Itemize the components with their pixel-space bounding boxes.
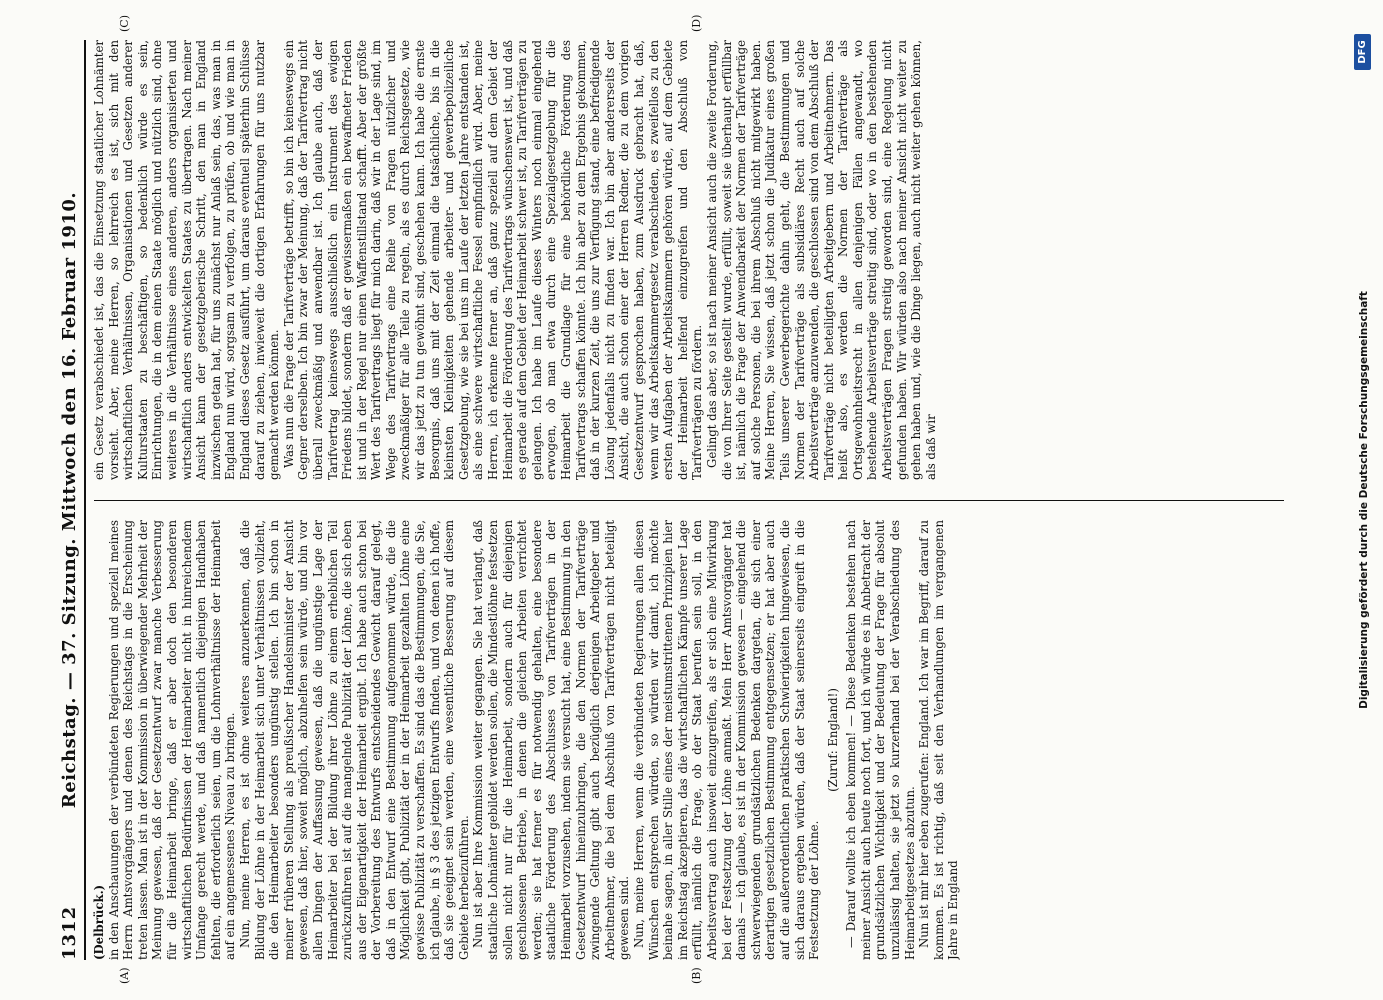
header-rule [84,40,86,960]
margin-marker-a: (A) [118,967,131,984]
digitization-credit: Digitalisierung gefördert durch die Deutsche Forschungsgemeinschaft [1358,291,1370,709]
margin-marker-b: (B) [690,967,703,984]
interjection: (Zuruf: England!) [825,688,840,792]
running-title: Reichstag. — 37. Sitzung. Mittwoch den 16. Februar 1910. [59,191,80,809]
paragraph: Nun ist mir hier eben zugerufen: England. Ich war im Begriff, darauf zu kommen. Es ist richtig, daß seit den Verhandlungen im vergangenen Jahre in England [917,520,961,960]
dfg-logo: DFG [1354,34,1371,70]
paragraph: Nun ist aber Ihre Kommission weiter gegangen. Sie hat verlangt, daß staatliche Lohnämter gebildet werden sollen, die Mindestlöhne festsetzen sollen nicht nur für die Heimarbeit, sondern auch für diejenigen geschlossenen Betriebe, in denen die gleichen Arbeiten verrichtet werden; sie hat ferner es für notwendig gehalten, eine besondere staatliche Förderung des Abschlusses von Tarifverträgen in der Heimarbeit vorzusehen, indem sie versucht hat, eine Bestimmung in den Gesetzentwurf hineinzubringen, die den Normen der Tarifverträge zwingende Geltung gibt auch bezüglich derjenigen Arbeitgeber und Arbeitnehmer, die bei dem Abschluß von Tarifverträgen nicht beteiligt gewesen sind. [471,520,632,960]
paragraph: — Darauf wollte ich eben kommen! — Diese Bedenken bestehen nach meiner Ansicht auch heute noch fort, und ich würde es in Anbetracht der grundsätzlichen Wichtigkeit und der Bedeutung der Frage für absolut unzulässig halten, sie jetzt so kurzerhand bei der Verabschiedung des Heimarbeitgesetzes abzutun. [844,520,917,960]
paragraph: Nun, meine Herren, es ist ohne weiteres anzuerkennen, daß die Bildung der Löhne in der Heimarbeit sich unter Verhältnissen vollzieht, die den Heimarbeiter besonders ungünstig stellen. Ich bin schon in meiner früheren Stellung als preußischer Handelsminister der Ansicht gewesen, daß hier, soweit möglich, abzuhelfen sein würde, und bin vor allen Dingen der Auffassung gewesen, daß die ungünstige Lage der Heimarbeiter bei der Bildung ihrer Löhne zu einem erheblichen Teil zurückzuführen ist auf die mangelnde Publizität der Löhne, die sich eben aus der Eigenartigkeit der Heimarbeit ergibt. Ich habe auch schon bei der Vorbereitung des Entwurfs entscheidendes Gewicht darauf gelegt, daß in den Entwurf eine Bestimmung aufgenommen würde, die die Möglichkeit gibt, Publizität der in der Heimarbeit gezahlten Löhne eine gewisse Publizität zu verschaffen. Es sind das die Bestimmungen, die Sie, ich glaube, in § 3 des jetzigen Entwurfs finden, und von denen ich hoffe, daß sie geeignet sein werden, eine wesentliche Besserung auf diesem Gebiete herbeizuführen. [237,520,471,960]
paragraph: Nun, meine Herren, wenn die verbündeten Regierungen allen diesen Wünschen entsprechen würden, so würden wir damit, ich möchte beinahe sagen, in aller Stille eines der meistumstrittenen Prinzipien hier im Reichstag akzeptieren, das die wirtschaftlichen Kämpfe unserer Lage erfüllt, nämlich die Frage, ob der Staat berufen sein soll, in den Arbeitsvertrag auch insoweit einzugreifen, als er sich eine Mitwirkung bei der Festsetzung der Löhne anmaßt. Mein Herr Amtsvorgänger hat damals — ich glaube, es ist in der Kommission gewesen — eingehend die schwerwiegenden grundsätzlichen Bedenken dargetan, die sich einer derartigen gesetzlichen Bestimmung entgegensetzen; er hat aber auch auf die außerordentlichen praktischen Schwierigkeiten hingewiesen, die sich daraus ergeben würden, daß der Staat seinerseits eingreift in die Festsetzung der Löhne. [631,520,822,960]
page-number: 1312 [59,905,80,960]
paragraph: ein Gesetz verabschiedet ist, das die Einsetzung staatlicher Lohnämter vorsieht. Aber, meine Herren, so lehrreich es ist, sich mit den wirtschaftlichen Verhältnissen, Organisationen und Gesetzen anderer Kulturstaaten zu beschäftigen, so bedenklich würde es sein, Einrichtungen, die in dem einen Staate möglich und nützlich sind, ohne weiteres in die Verhältnisse eines anderen, anders organisierten und wirtschaftlich anders entwickelten Staates zu übertragen. Nach meiner Ansicht kann der gesetzgeberische Schritt, den man in England inzwischen getan hat, für uns zunächst nur Anlaß sein, das, was man in England nun wird, sorgsam zu verfolgen, zu prüfen, ob und wie man in England dieses Gesetz ausführt, um daraus eventuell späterhin Schlüsse darauf zu ziehen, inwieweit die dortigen Erfahrungen für uns nutzbar gemacht werden können. [92,40,282,480]
column-divider [94,500,1284,501]
margin-marker-d: (D) [690,14,703,32]
page-header [55,40,85,960]
paragraph: Was nun die Frage der Tarifverträge betrifft, so bin ich keineswegs ein Gegner derselben. Ich bin zwar der Meinung, daß der Tarifvertrag nicht überall zweckmäßig und anwendbar ist. Ich glaube auch, daß der Tarifvertrag keineswegs ausschließlich ein Instrument des ewigen Friedens bildet, sondern daß er gewissermaßen ein bewaffneter Frieden ist und in der Regel nur einen Waffenstillstand schafft. Aber der größte Wert des Tarifvertrags liegt für mich darin, daß wir in der Lage sind, im Wege des Tarifvertrags eine Reihe von Fragen nützlicher und zweckmäßiger für alle Teile zu regeln, als es durch Reichsgesetze, wie wir das jetzt zu tun gewöhnt sind, geschehen kann. Ich habe die ernste Besorgnis, daß uns mit der Zeit einmal die tatsächliche, bis in die kleinsten Kleinigkeiten gehende arbeiter- und gewerbepolizeiliche Gesetzgebung, wie sie bei uns im Laufe der letzten Jahre entstanden ist, als eine schwere wirtschaftliche Fessel empfindlich wird. Aber, meine Herren, ich erkenne ferner an, daß ganz speziell auf dem Gebiet der Heimarbeit die Förderung des Tarifvertrags wünschenswert ist, und daß es gerade auf dem Gebiet der Heimarbeit schwer ist, zu Tarifverträgen zu gelangen. Ich habe im Laufe dieses Winters noch einmal eingehend erwogen, ob man etwa durch eine Spezialgesetzgebung für die Heimarbeit die Grundlage für eine behördliche Förderung des Tarifvertrags schaffen könnte. Ich bin aber zu dem Ergebnis gekommen, daß in der kurzen Zeit, die uns zur Verfügung stand, eine befriedigende Lösung jedenfalls nicht zu finden war. Ich bin aber andererseits der Ansicht, die auch schon einer der Herren Redner, die zu dem vorigen Gesetzentwurf gesprochen haben, zum Ausdruck gebracht hat, daß, wenn wir das Arbeitskammergesetz verabschieden, es zweifellos zu den ersten Aufgaben der Arbeitskammern gehören würde, auf dem Gebiete der Heimarbeit helfend einzugreifen und den Abschluß von Tarifverträgen zu fördern. [281,40,705,480]
right-text-column [92,40,1292,480]
speaker-label: (Delbrück.) [92,884,106,960]
paragraph: in den Anschauungen der verbündeten Regierungen und speziell meines Herrn Amtsvorgängers und denen des Reichstags in die Erscheinung treten lassen. Man ist in der Kommission in überwiegender Mehrheit der Meinung gewesen, daß der Gesetzentwurf zwar manche Verbesserung für die Heimarbeit bringe, daß er aber doch den besonderen wirtschaftlichen Bedürfnissen der Heimarbeiter nicht in hinreichendem Umfange gerecht werde, und daß namentlich diejenigen Handhaben fehlten, die erforderlich seien, um die Lohnverhältnisse der Heimarbeit auf ein angemessenes Niveau zu bringen. [106,520,238,960]
paragraph: Gelingt das aber, so ist nach meiner Ansicht auch die zweite Forderung, die von Ihrer Seite gestellt wurde, erfüllt, soweit sie überhaupt erfüllbar ist, nämlich die Frage der Anwendbarkeit der Normen der Tarifverträge auf solche Personen, die bei ihrem Abschluß nicht mitgewirkt haben. Meine Herren, Sie wissen, daß jetzt schon die Judikatur eines großen Teils unserer Gewerbegerichte dahin geht, die Bestimmungen und Normen der Tarifverträge als subsidiäres Recht auch auf solche Arbeitsverträge anzuwenden, die geschlossen sind von dem Abschluß der Tarifverträge nicht beteiligten Arbeitgebern und Arbeitnehmern. Das heißt also, es werden die Normen der Tarifverträge als Ortsgewohnheitsrecht in allen denjenigen Fällen angewandt, wo bestehende Arbeitsverträge streitig sind, oder wo in den bestehenden Arbeitsverträgen Fragen streitig geworden sind, eine Regelung nicht gefunden haben. Wir würden also nach meiner Ansicht nicht weiter zu gehen haben und, wie die Dinge liegen, auch nicht weiter gehen können, als daß wir [704,40,938,480]
left-text-column [92,520,1292,960]
margin-marker-c: (C) [118,15,131,32]
